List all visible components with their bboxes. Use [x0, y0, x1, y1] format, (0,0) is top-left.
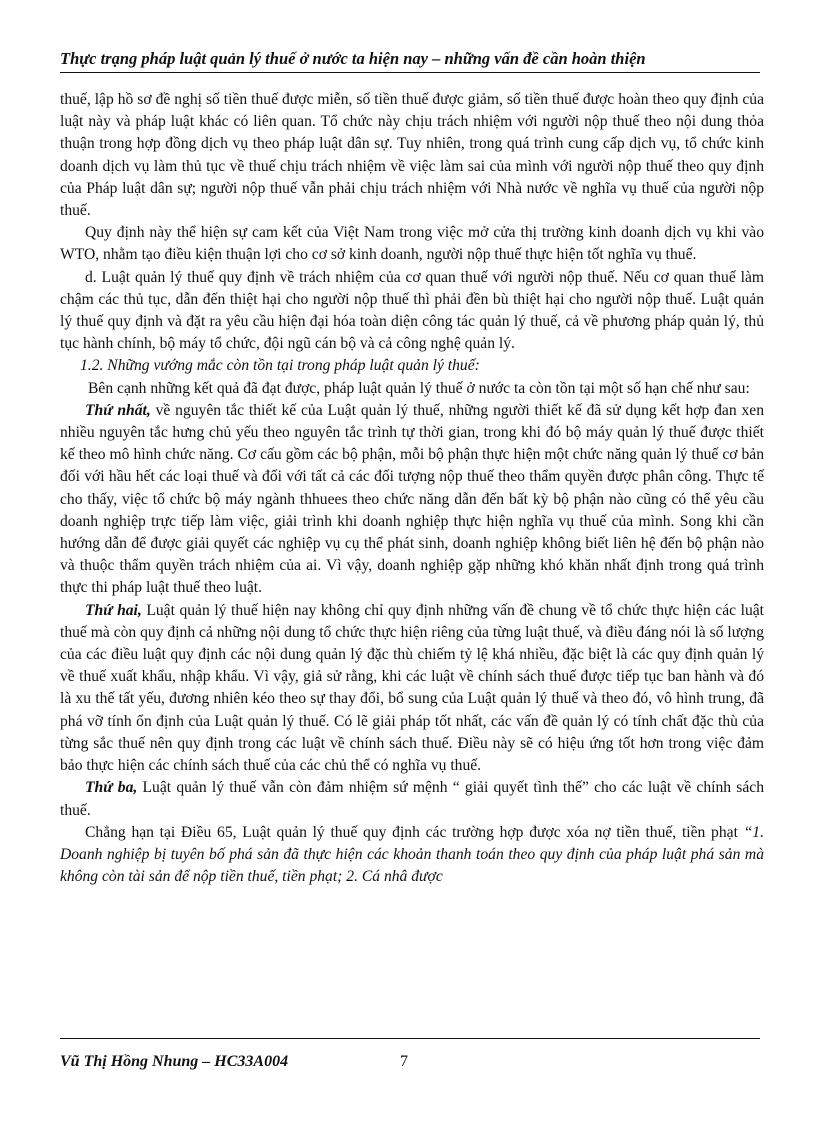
paragraph-lead: Thứ hai,: [85, 601, 142, 619]
paragraph-quote: “1. Doanh nghiệp bị tuyên bố phá sản đã thực hiện các khoản thanh toán theo quy định của pháp luật phá sản mà không còn tài sản để nộp tiền thuế, tiền phạt; 2. Cá nhâ được: [60, 823, 764, 886]
page-footer: [60, 1038, 760, 1069]
document-body: [60, 89, 764, 888]
header-title: Thực trạng pháp luật quản lý thuế ở nước ta hiện nay – những vấn đề cần hoàn thiện: [60, 49, 646, 68]
page-header: [60, 49, 760, 73]
paragraph-text: về nguyên tắc thiết kế của Luật quản lý thuế, những người thiết kế đã sử dụng kết hợp đan xen nhiều nguyên tắc hưng chủ yếu theo nguyên tắc trình tự thời gian, trong khi đó bộ máy quản lý thuế được thiết kế theo mô hình chức năng. Cơ cấu gồm các bộ phận, mỗi bộ phận thực hiện một chức năng quản lý thuế cơ bản đối với hầu hết các loại thuế và đối với tất cả các đối tượng nộp thuế theo thẩm quyền được phân công. Thực tế cho thấy, việc tổ chức bộ máy ngành thhuees theo chức năng dẫn đến bất kỳ bộ phận nào cũng có thể yêu cầu doanh nghiệp trực tiếp làm việc, giải trình khi doanh nghiệp thực hiện nghĩa vụ thuế của mình. Song khi cần hướng dẫn để được giải quyết các nghiệp vụ cụ thể phát sinh, doanh nghiệp không biết liên hệ đến bộ phận nào và thuộc thẩm quyền trách nhiệm của ai. Vì vậy, doanh nghiệp gặp những khó khăn nhất định trong quá trình thực thi pháp luật thuế theo luật.: [60, 401, 764, 597]
body-paragraph: [60, 822, 764, 889]
body-paragraph: d. Luật quản lý thuế quy định về trách nhiệm của cơ quan thuế với người nộp thuế. Nếu cơ quan thuế làm chậm các thủ tục, dẫn đến thiệt hại cho người nộp thuế thì phải đền bù thiệt hại cho người nộp thuế. Luật quản lý thuế quy định và đặt ra yêu cầu hiện đại hóa toàn diện công tác quản lý thuế, cả về phương pháp quản lý, thủ tục hành chính, bộ máy tổ chức, đội ngũ cán bộ và cả công nghệ quản lý.: [60, 268, 764, 353]
body-paragraph: Quy định này thể hiện sự cam kết của Việt Nam trong việc mở cửa thị trường kinh doanh dịch vụ khi vào WTO, nhằm tạo điều kiện thuận lợi cho cơ sở kinh doanh, người nộp thuế thực hiện tốt nghĩa vụ thuế.: [60, 224, 764, 264]
body-paragraph: [60, 777, 764, 821]
body-paragraph: thuế, lập hồ sơ đề nghị số tiền thuế được miễn, số tiền thuế được giảm, số tiền thuế được hoàn theo quy định của luật này và pháp luật khác có liên quan. Tổ chức này chịu trách nhiệm với người nộp thuế theo nội dung thỏa thuận trong hợp đồng dịch vụ theo pháp luật dân sự. Tuy nhiên, trong quá trình cung cấp dịch vụ, tổ chức kinh doanh dịch vụ làm thủ tục về thuế chịu trách nhiệm về việc làm sai của mình với người nộp thuế theo quy định của Pháp luật dân sự; người nộp thuế vẫn phải chịu trách nhiệm với Nhà nước về nghĩa vụ thuế của người nộp thuế.: [60, 91, 764, 220]
body-paragraph: Bên cạnh những kết quả đã đạt được, pháp luật quản lý thuế ở nước ta còn tồn tại một số hạn chế như sau:: [88, 379, 750, 397]
section-heading: 1.2. Những vướng mắc còn tồn tại trong pháp luật quản lý thuế:: [80, 357, 480, 375]
body-paragraph: [60, 400, 764, 600]
paragraph-lead: Thứ ba,: [85, 779, 138, 797]
body-paragraph: [60, 600, 764, 778]
paragraph-text: Chẳng hạn tại Điều 65, Luật quản lý thuế quy định các trường hợp được xóa nợ tiền thuế, tiền phạt: [85, 823, 744, 841]
footer-author: Vũ Thị Hồng Nhung – HC33A004: [60, 1053, 289, 1070]
page-number: 7: [400, 1053, 408, 1070]
paragraph-lead: Thứ nhất,: [85, 401, 151, 419]
paragraph-text: Luật quản lý thuế hiện nay không chỉ quy định những vấn đề chung về tổ chức thực hiện các luật thuế mà còn quy định cả những nội dung tổ chức thực hiện riêng của từng luật thuế, và điều đáng nói là số lượng của các điều luật quy định các nội dung quản lý đặc thù chiếm tỷ lệ khá nhiều, đặc biệt là các quy định quản lý về thuế xuất khẩu, nhập khẩu. Vì vậy, giả sử rằng, khi các luật về chính sách thuế được tiếp tục ban hành và đó là xu thế tất yếu, đương nhiên kéo theo sự thay đổi, bổ sung của Luật quản lý thuế và theo đó, vô hình trung, đã phá vỡ tính ổn định của Luật quản lý thuế. Có lẽ giải pháp tốt nhất, các vấn đề quản lý có tính chất đặc thù của từng sắc thuế nên quy định trong các luật về chính sách thuế. Điều này sẽ có hiệu ứng tốt hơn trong việc đảm bảo thực hiện các chính sách thuế của các chủ thể có nghĩa vụ thuế.: [60, 601, 764, 775]
paragraph-text: Luật quản lý thuế vẫn còn đảm nhiệm sứ mệnh “ giải quyết tình thế” cho các luật về chính sách thuế.: [60, 779, 764, 819]
